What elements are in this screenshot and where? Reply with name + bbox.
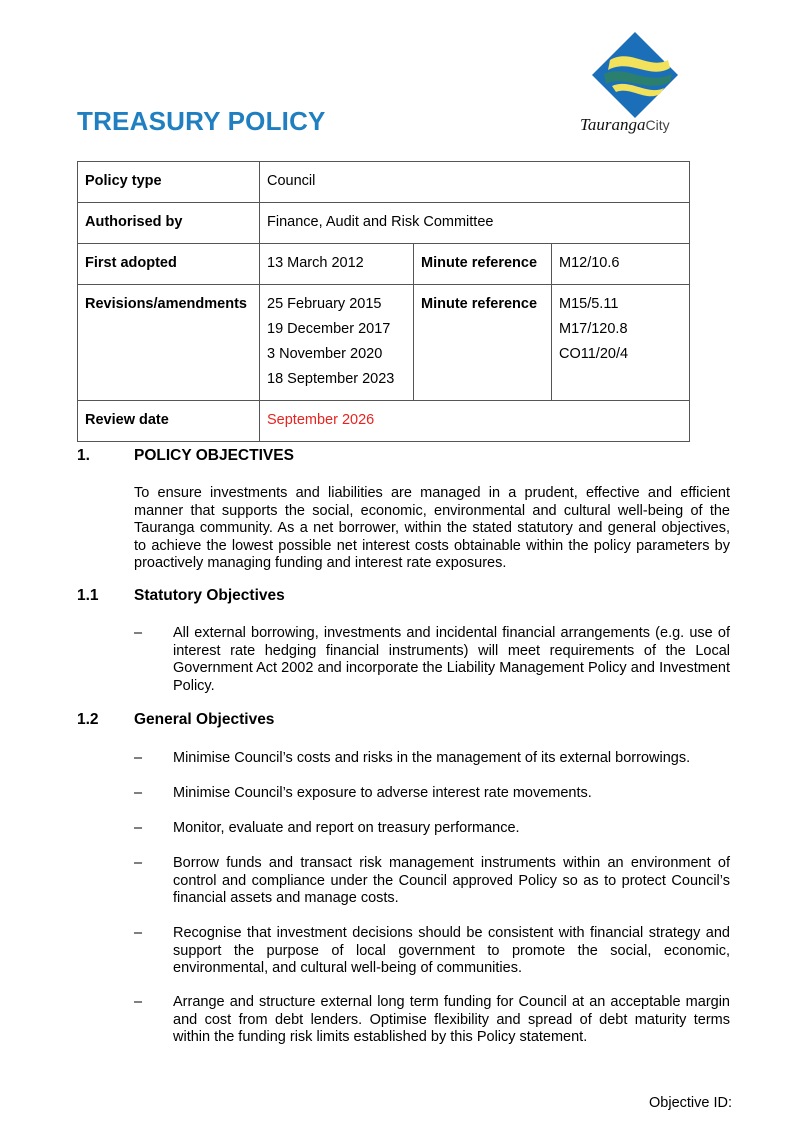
revision-date: 25 February 2015 [267, 296, 382, 312]
revision-minute: M17/120.8 [559, 321, 628, 337]
bullet-dash: – [134, 625, 143, 641]
revision-minutes [552, 285, 690, 401]
list-item [134, 855, 730, 908]
revision-minute: CO11/20/4 [559, 346, 629, 362]
bullet-dash: – [134, 994, 143, 1010]
section-number: 1. [77, 447, 90, 464]
list-item [134, 785, 730, 803]
list-item [134, 925, 730, 978]
first-adopted-value: 13 March 2012 [260, 244, 414, 285]
revision-date: 19 December 2017 [267, 321, 391, 337]
minute-reference-value: M12/10.6 [552, 244, 690, 285]
page-title: TREASURY POLICY [77, 106, 326, 136]
policy-type-value: Council [260, 162, 690, 203]
table-row [78, 203, 690, 244]
minute-reference-label: Minute reference [414, 285, 552, 401]
minute-reference-label: Minute reference [414, 244, 552, 285]
revisions-label: Revisions/amendments [78, 285, 260, 401]
table-row [78, 244, 690, 285]
list-item-text: Monitor, evaluate and report on treasury performance. [173, 820, 520, 836]
list-item-text: Minimise Council’s exposure to adverse interest rate movements. [173, 785, 592, 801]
objective-id-footer: Objective ID: [649, 1095, 732, 1111]
revision-date: 18 September 2023 [267, 371, 395, 387]
subsection-title: General Objectives [134, 711, 275, 728]
subsection-number: 1.2 [77, 711, 99, 728]
logo-suffix: City [645, 117, 670, 133]
subsection-number: 1.1 [77, 587, 99, 604]
list-item [134, 994, 730, 1047]
policy-type-label: Policy type [78, 162, 260, 203]
policy-info-table [77, 161, 690, 442]
authorised-by-value: Finance, Audit and Risk Committee [260, 203, 690, 244]
table-row [78, 162, 690, 203]
list-item-text: Arrange and structure external long term funding for Council at an acceptable margin and cost from debt lenders. Optimise flexibility and spread of debt maturity terms within the funding risk limits established by this Policy statement. [173, 994, 730, 1045]
tauranga-city-logo [575, 30, 695, 140]
authorised-by-label: Authorised by [78, 203, 260, 244]
table-row [78, 401, 690, 442]
list-item [134, 625, 730, 695]
logo-wordmark [580, 115, 670, 135]
revision-date: 3 November 2020 [267, 346, 383, 362]
section-paragraph: To ensure investments and liabilities are managed in a prudent, effective and efficient manner that supports the social, economic, environmental and cultural well-being of the Tauranga community. As a net borrower, within the stated statutory and general objectives, to achieve the lowest possible net interest costs obtainable within the policy parameters by proactively managing funding and interest rate exposures. [134, 485, 730, 571]
section-title: POLICY OBJECTIVES [134, 447, 294, 464]
list-item-text: Minimise Council’s costs and risks in the management of its external borrowings. [173, 750, 691, 766]
bullet-dash: – [134, 925, 143, 941]
bullet-dash: – [134, 785, 143, 801]
bullet-dash: – [134, 820, 143, 836]
section-heading [77, 447, 294, 465]
logo-name: Tauranga [580, 115, 646, 134]
subsection-heading [77, 587, 285, 605]
list-item-text: Borrow funds and transact risk management instruments within an environment of control and compliance under the Council approved Policy so as to protect Council’s financial assets and manage costs. [173, 855, 730, 906]
list-item [134, 750, 730, 768]
revision-dates [260, 285, 414, 401]
logo-diamond-icon [590, 30, 680, 120]
table-row [78, 285, 690, 401]
review-date-label: Review date [78, 401, 260, 442]
list-item [134, 820, 730, 838]
subsection-title: Statutory Objectives [134, 587, 285, 604]
bullet-dash: – [134, 750, 143, 766]
revision-minute: M15/5.11 [559, 296, 619, 312]
review-date-value: September 2026 [260, 401, 690, 442]
first-adopted-label: First adopted [78, 244, 260, 285]
subsection-heading [77, 711, 274, 729]
list-item-text: Recognise that investment decisions should be consistent with financial strategy and support the purpose of local government to promote the social, economic, environmental, and cultural well-being of communities. [173, 925, 730, 976]
list-item-text: All external borrowing, investments and incidental financial arrangements (e.g. use of interest rate hedging financial instruments) will meet requirements of the Local Government Act 2002 and incorporate the Liability Management Policy and Investment Policy. [173, 625, 730, 694]
bullet-dash: – [134, 855, 143, 871]
